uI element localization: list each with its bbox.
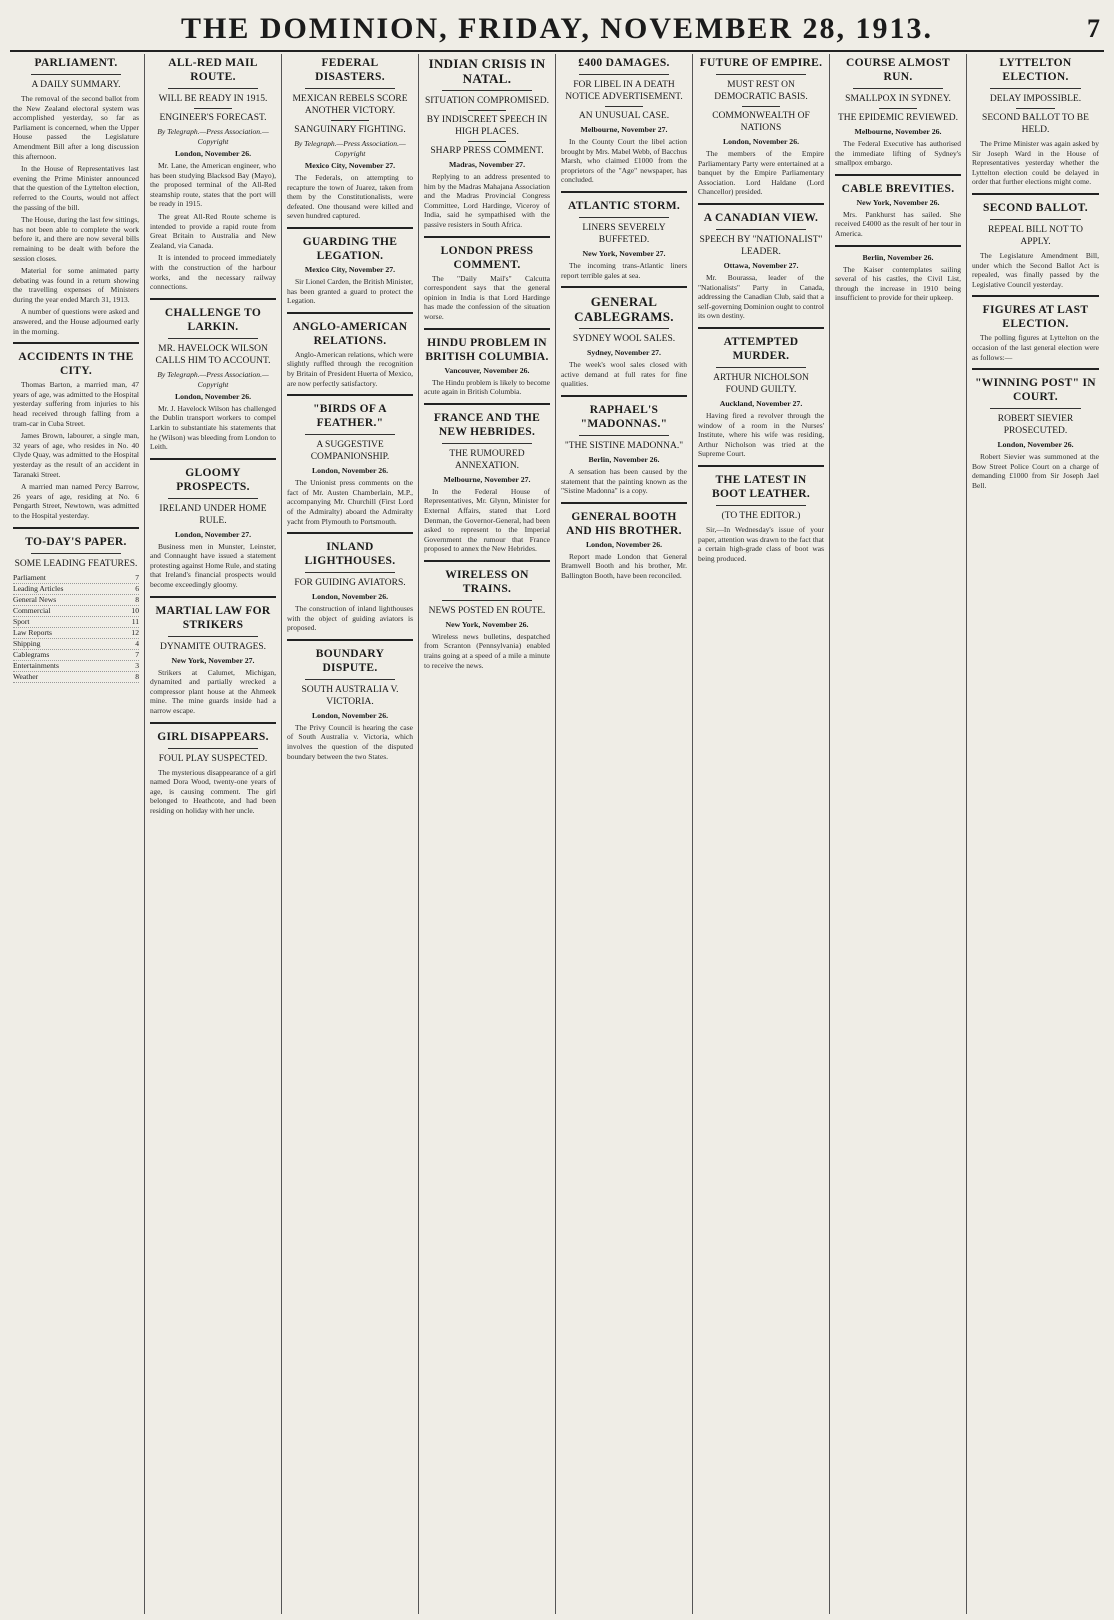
article-headline: FUTURE OF EMPIRE. [699,57,823,69]
deck-rule [716,367,806,368]
deck-rule [194,108,232,109]
contents-page: 10 [131,605,139,615]
article-subheadline: LINERS SEVERELY BUFFETED. [582,222,666,245]
article-separator [287,394,413,396]
article-headline: INLAND LIGHTHOUSES. [304,541,396,568]
contents-list [13,573,139,683]
article-subheadline: SYDNEY WOOL SALES. [572,334,676,345]
contents-page: 6 [135,583,139,593]
article-headline: ANGLO-AMERICAN RELATIONS. [292,320,408,347]
article-paragraph: The "Daily Mail's" Calcutta correspondent says that the general opinion in India is that Lord Hardinge has made the confession of the situation worse. [424,273,550,321]
article-paragraph: A sensation has been caused by the statement that the painting known as the "Sistine Madonna" is a copy. [561,466,687,496]
article-separator [972,193,1099,195]
article-separator [150,722,276,724]
article-headline: HINDU PROBLEM IN BRITISH COLUMBIA. [425,336,549,363]
article [835,174,961,239]
deck-rule [990,408,1081,409]
deck-rule [168,338,258,339]
contents-page: 7 [135,572,139,582]
article-dateline: Ottawa, November 27. [723,260,799,270]
article [287,56,413,221]
newspaper-title: THE DOMINION, FRIDAY, NOVEMBER 28, 1913. [180,12,933,45]
article-paragraph: Sir Lionel Carden, the British Minister, has been granted a guard to protect the Legation. [287,276,413,306]
article-separator [287,532,413,534]
contents-row [13,584,139,595]
article-subheadline: DELAY IMPOSSIBLE. [989,94,1082,104]
article-separator [150,458,276,460]
article [972,295,1099,362]
article-subheadline: SPEECH BY "NATIONALIST" LEADER. [699,234,823,257]
contents-row [13,650,139,661]
article-paragraph: The members of the Empire Parliamentary Party were entertained at a banquet by the Empire Parliamentary Association. Lord Haldane (Lord Chancellor) presided. [698,149,824,197]
article-headline: LYTTELTON ELECTION. [999,57,1072,83]
article-dateline: New York, November 26. [445,619,529,629]
article-dateline: Mexico City, November 27. [304,264,396,274]
article-headline: MARTIAL LAW FOR STRIKERS [155,604,271,631]
article-subheadline: THE RUMOURED ANNEXATION. [449,448,525,471]
contents-row [13,628,139,639]
deck-rule [879,108,917,109]
article-dateline: Auckland, November 27. [719,398,803,408]
article-byline: By Telegraph.—Press Association.—Copyright [157,369,269,389]
contents-page: 11 [131,616,139,626]
article-paragraph: Thomas Barton, a married man, 47 years of age, was admitted to the Hospital yesterday suffering from injuries to his head received through falling from a tram-car in Cuba Street. [13,380,139,428]
deck-rule [305,88,395,89]
article [13,56,139,336]
contents-page: 8 [135,671,139,681]
article-subheadline: SMALLPOX IN SYDNEY. [845,94,951,104]
deck-rule [331,120,369,121]
article [835,245,961,303]
article [424,328,550,397]
article [287,639,413,761]
deck-rule [853,88,943,89]
article-dateline: London, November 26. [997,440,1074,450]
contents-row [13,639,139,650]
contents-item: Weather [13,671,39,681]
article [972,56,1099,187]
article [972,368,1099,490]
column-2 [145,54,282,1614]
article-paragraph: The Privy Council is hearing the case of South Australia v. Victoria, which involves the question of the disputed boundary between the two States. [287,722,413,761]
contents-item: Parliament [13,572,46,582]
masthead [10,6,1104,52]
article [287,312,413,388]
article [13,527,139,570]
article-paragraph: Sir,—In Wednesday's issue of your paper, attention was drawn to the fact that a certain high-grade class of boot was being produced. [698,524,824,563]
article-headline: INDIAN CRISIS IN NATAL. [428,56,546,86]
columns-container [8,54,1106,1614]
article-dateline: London, November 26. [311,466,389,476]
article-subheadline: ARTHUR NICHOLSON FOUND GUILTY. [713,372,809,395]
deck-rule [305,434,395,435]
article-dateline: Melbourne, November 26. [854,127,942,136]
article-headline: FIGURES AT LAST ELECTION. [982,304,1089,331]
article [561,191,687,280]
article-subheadline: ROBERT SIEVIER PROSECUTED. [997,414,1074,437]
article-paragraph: The polling figures at Lyttelton on the occasion of the last general election were as follows:— [972,333,1099,362]
article-paragraph: The Kaiser contemplates sailing several of his castles, the Civil List, through the increase in 1910 being insufficient to provide for their upkeep. [835,264,961,303]
article-separator [287,227,413,229]
article [424,236,550,322]
article-headline: FEDERAL DISASTERS. [315,57,385,83]
deck-rule [442,600,532,601]
article-separator [150,298,276,300]
article-paragraph: In the Federal House of Representatives, Mr. Glynn, Minister for External Affairs, stated that Lord Denman, the Governor-General, had been asked to represent to the Imperial Government the rumour that France proposed to annex the New Hebrides. [424,486,550,554]
article-dateline: London, November 26. [174,149,252,158]
article-separator [287,639,413,641]
article-dateline: Mexico City, November 27. [304,161,396,170]
column-3 [282,54,419,1614]
article-dateline: London, November 26. [311,710,389,720]
article-paragraph: The mysterious disappearance of a girl named Dora Wood, twenty-one years of age, is causing comment. The girl belonged to Heathcote, and had been residing on holiday with her uncle. [150,767,276,815]
article-headline: LONDON PRESS COMMENT. [440,244,534,271]
article [150,596,276,716]
contents-page: 4 [135,638,139,648]
article-headline: GIRL DISAPPEARS. [157,730,269,743]
contents-row [13,617,139,628]
deck-rule [168,636,258,637]
article-dateline: Berlin, November 26. [588,454,660,464]
article-separator [150,596,276,598]
column-5 [556,54,693,1614]
contents-item: Shipping [13,638,41,648]
article-separator [972,295,1099,297]
article [424,403,550,554]
contents-item: Commercial [13,605,51,615]
article-dateline: Berlin, November 26. [862,252,934,262]
article-subheadline: SHARP PRESS COMMENT. [430,146,544,156]
article-subheadline: BY INDISCREET SPEECH IN HIGH PLACES. [426,115,548,137]
article [698,465,824,563]
deck-rule [990,88,1081,89]
article-dateline: Madras, November 27. [448,160,526,169]
column-1 [8,54,145,1614]
article-separator [561,191,687,193]
article [424,560,550,670]
article-subheadline: AN UNUSUAL CASE. [578,111,670,121]
article-headline: "WINNING POST" IN COURT. [975,377,1096,404]
article-headline: CHALLENGE TO LARKIN. [164,306,262,333]
article-headline: FRANCE AND THE NEW HEBRIDES. [433,411,541,438]
article-subheadline: A DAILY SUMMARY. [31,80,121,90]
contents-row [13,606,139,617]
article-headline: GLOOMY PROSPECTS. [176,466,250,493]
article-paragraph: The great All-Red Route scheme is intended to provide a rapid route from Great Britain to Australia and New Zealand, via Canada. [150,211,276,250]
article-separator [561,502,687,504]
deck-rule [305,572,395,573]
article [287,532,413,633]
article-headline: COURSE ALMOST RUN. [846,57,950,83]
deck-rule [579,74,669,75]
article-separator [287,312,413,314]
article [150,458,276,590]
contents-row [13,573,139,584]
article [835,56,961,168]
article [698,203,824,321]
deck-rule [168,748,258,749]
article-byline: By Telegraph.—Press Association.—Copyright [157,127,269,146]
article-paragraph: A number of questions were asked and answered, and the House adjourned early in the morning. [13,307,139,336]
article-dateline: London, November 26. [311,592,389,602]
page-number: 7 [1087,14,1100,43]
article-subheadline: MUST REST ON DEMOCRATIC BASIS. [714,80,808,102]
article-paragraph: Report made London that General Bramwell Booth and his brother, Mr. Ballington Booth, have been reconciled. [561,551,687,580]
article-separator [561,395,687,397]
contents-item: Entertainments [13,660,59,670]
contents-page: 12 [131,627,139,637]
article-headline: GENERAL CABLEGRAMS. [574,294,674,325]
article-subheadline: WILL BE READY IN 1915. [158,94,268,104]
article-dateline: London, November 26. [174,391,252,401]
article-subheadline: ENGINEER'S FORECAST. [159,113,267,123]
article-paragraph: The House, during the last few sittings, has not been able to complete the work before it, and there are now several bills remaining to be dealt with before the session closes. [13,215,139,263]
deck-rule [442,90,532,91]
deck-rule [468,110,506,111]
article-headline: ALL-RED MAIL ROUTE. [168,57,258,83]
article [150,722,276,816]
column-8 [967,54,1104,1614]
article-separator [424,236,550,238]
article-subheadline: IRELAND UNDER HOME RULE. [159,503,267,526]
article-paragraph: Mr. J. Havelock Wilson has challenged the Dublin transport workers to compel Larkin to substantiate his statements that he (Wilson) was bleeding from London to Leith. [150,403,276,452]
article-headline: TO-DAY'S PAPER. [25,535,127,548]
article-separator [13,342,139,344]
article-headline: ATTEMPTED MURDER. [723,335,799,362]
contents-row [13,672,139,683]
article-paragraph: The Unionist press comments on the fact of Mr. Austen Chamberlain, M.P., accompanying Mr. Churchill (First Lord of the Admiralty) aboard the Admiralty yacht from Plymouth to Portsmouth. [287,478,413,526]
deck-rule [31,553,121,554]
article-paragraph: Business men in Munster, Leinster, and Connaught have issued a statement protesting against Home Rule, and stating that Ireland's financial prospects would become exceedingly gloomy. [150,541,276,590]
article [972,193,1099,289]
article-separator [698,203,824,205]
article-headline: RAPHAEL'S "MADONNAS." [580,403,668,430]
article-subheadline: FOR LIBEL IN A DEATH NOTICE ADVERTISEMENT. [565,80,683,102]
article-paragraph: Having fired a revolver through the window of a room in the Nurses' Institute, where his wife was residing, Arthur Nicholson was tried at the Supreme Court. [698,410,824,459]
article-paragraph: The Federals, on attempting to recapture the town of Juarez, taken from them by the Constitutionalists, were defeated. One thousand were killed and seven hundred captured. [287,173,413,221]
article-paragraph: The week's wool sales closed with active demand at full rates for fine qualities. [561,360,687,389]
article [150,298,276,452]
article-separator [424,403,550,405]
article-separator [561,286,687,288]
article-dateline: London, November 26. [722,137,800,146]
article-paragraph: Replying to an address presented to him by the Madras Mahajana Association and the Madras Provincial Congress Committee, Lord Hardinge, Viceroy of India, said he sympathised with the passive resisters in South Africa. [424,172,550,229]
article [561,56,687,185]
deck-rule [579,328,669,329]
article [698,327,824,459]
deck-rule [579,435,669,436]
article-headline: SECOND BALLOT. [983,201,1088,214]
deck-rule [990,219,1081,220]
column-6 [693,54,830,1614]
contents-item: General News [13,594,57,604]
article-subheadline: SECOND BALLOT TO BE HELD. [982,113,1089,135]
article-subheadline: COMMONWEALTH OF NATIONS [712,111,810,133]
deck-rule [716,229,806,230]
article-paragraph: In the County Court the libel action brought by Mrs. Mabel Webb, of Bacchus Marsh, who claimed £1000 from the proprietors of the "Age" newspaper, has concluded. [561,137,687,185]
article-paragraph: Material for some animated party debating was found in a return showing the travelling expenses of Ministers during the year ended March 31, 1913. [13,266,139,304]
article-separator [424,328,550,330]
article-paragraph: Anglo-American relations, which were slightly ruffled through the recognition by Britain of President Huerta of Mexico, are now perfectly satisfactory. [287,349,413,388]
deck-rule [305,679,395,680]
contents-item: Leading Articles [13,583,64,593]
contents-page: 8 [135,594,139,604]
article [150,56,276,292]
article-headline: "BIRDS OF A FEATHER." [313,403,387,430]
article-dateline: Melbourne, November 27. [443,474,531,484]
article-paragraph: Wireless news bulletins, despatched from Scranton (Pennsylvania) enabled trains going at a speed of a mile a minute to receive the news. [424,631,550,670]
article [287,394,413,526]
article-subheadline: FOUL PLAY SUSPECTED. [158,753,268,764]
article-subheadline: SOME LEADING FEATURES. [14,558,138,569]
article-subheadline: NEWS POSTED EN ROUTE. [428,605,546,616]
article-separator [835,174,961,176]
article-dateline: London, November 26. [585,539,663,549]
article-separator [13,527,139,529]
article-paragraph: James Brown, labourer, a single man, 32 years of age, who resides in No. 40 Clyde Quay, was admitted to the Hospital yesterday as the result of an accident in Taranaki Street. [13,431,139,479]
article-headline: GUARDING THE LEGATION. [302,235,398,262]
article-paragraph: The Prime Minister was again asked by Sir Joseph Ward in the House of Representatives yesterday whether the Lyttelton election could be delayed in order that further elections might come. [972,139,1099,187]
article-headline: BOUNDARY DISPUTE. [315,647,385,674]
deck-rule [31,74,121,75]
deck-rule [442,443,532,444]
contents-item: Law Reports [13,627,53,637]
article-paragraph: The construction of inland lighthouses with the object of guiding aviators is proposed. [287,604,413,633]
article-subheadline: (TO THE EDITOR.) [721,510,801,521]
article-dateline: Vancouver, November 26. [444,365,530,375]
article-dateline: London, November 27. [174,529,252,539]
article-dateline: New York, November 26. [856,197,940,207]
article-paragraph: Mrs. Pankhurst has sailed. She received £4000 as the result of her tour in America. [835,209,961,238]
article-headline: CABLE BREVITIES. [841,182,955,195]
article [561,395,687,496]
article-paragraph: The Federal Executive has authorised the immediate lifting of Sydney's smallpox embargo. [835,139,961,168]
article-dateline: New York, November 27. [171,655,255,665]
article-paragraph: The Hindu problem is likely to become acute again in British Columbia. [424,377,550,397]
article-subheadline: SITUATION COMPROMISED. [424,96,550,106]
deck-rule [579,217,669,218]
article-separator [424,560,550,562]
deck-rule [716,505,806,506]
article-subheadline: "THE SISTINE MADONNA." [564,440,684,451]
article-dateline: Melbourne, November 27. [580,125,668,134]
article-headline: GENERAL BOOTH AND HIS BROTHER. [566,510,682,537]
article-separator [698,327,824,329]
article-headline: ACCIDENTS IN THE CITY. [18,351,134,378]
article-headline: ATLANTIC STORM. [567,199,681,212]
article-paragraph: The incoming trans-Atlantic liners report terrible gales at sea. [561,260,687,280]
article-paragraph: Mr. Lane, the American engineer, who has been studying Blacksod Bay (Mayo), the proposed terminal of the All-Red steamship route, states that the port will be ready in 1915. [150,161,276,209]
article-subheadline: MR. HAVELOCK WILSON CALLS HIM TO ACCOUNT. [155,343,271,366]
contents-item: Cablegrams [13,649,50,659]
article-dateline: Sydney, November 27. [587,348,661,358]
article-headline: PARLIAMENT. [34,57,118,69]
column-7 [830,54,967,1614]
contents-row [13,661,139,672]
contents-item: Sport [13,616,30,626]
article-paragraph: In the House of Representatives last evening the Prime Minister announced that the question of the Lyttelton election, referred to the Courts, would not affect the passing of the bill. [13,164,139,212]
article-paragraph: It is intended to proceed immediately with the construction of the harbour works, and the necessary railway connections. [150,253,276,292]
article-subheadline: THE EPIDEMIC REVIEWED. [837,113,959,123]
article-subheadline: DYNAMITE OUTRAGES. [159,641,267,652]
article-paragraph: Mr. Bourassa, leader of the "Nationalists" Party in Canada, addressing the Canadian Club, said that a self-governing Dominion ought to control its own destiny. [698,272,824,321]
article-headline: WIRELESS ON TRAINS. [445,568,529,595]
article-headline: THE LATEST IN BOOT LEATHER. [711,473,811,500]
article-paragraph: The Legislature Amendment Bill, under which the Second Ballot Act is repealed, was finally passed by the Legislative Council yesterday. [972,250,1099,289]
contents-page: 3 [135,660,139,670]
deck-rule [168,88,258,89]
article [13,342,139,520]
article [561,502,687,581]
deck-rule [716,74,806,75]
article-byline: By Telegraph.—Press Association.—Copyright [294,139,406,158]
deck-rule [468,141,506,142]
deck-rule [605,106,643,107]
article [424,56,550,230]
contents-row [13,595,139,606]
article-paragraph: A married man named Percy Barrow, 26 years of age, residing at No. 6 Pengarth Street, Newtown, was admitted to the Hospital yesterday. [13,482,139,520]
deck-rule [1016,108,1055,109]
article-subheadline: SOUTH AUSTRALIA V. VICTORIA. [301,684,399,707]
article-subheadline: A SUGGESTIVE COMPANIONSHIP. [310,440,390,463]
deck-rule [168,498,258,499]
article-separator [698,465,824,467]
article-separator [972,368,1099,370]
article-dateline: New York, November 27. [582,248,666,258]
article [287,227,413,306]
article [561,286,687,389]
article-paragraph: Robert Sievier was summoned at the Bow Street Police Court on a charge of demanding £1000 from Sir Joseph Jael Bell. [972,452,1099,490]
column-4 [419,54,556,1614]
article-headline: A CANADIAN VIEW. [703,211,819,224]
article [698,56,824,197]
article-headline: £400 DAMAGES. [578,57,670,69]
article-subheadline: FOR GUIDING AVIATORS. [294,578,406,589]
article-subheadline: MEXICAN REBELS SCORE ANOTHER VICTORY. [292,94,408,116]
article-separator [835,245,961,247]
article-subheadline: REPEAL BILL NOT TO APPLY. [987,224,1084,247]
contents-page: 7 [135,649,139,659]
article-subheadline: SANGUINARY FIGHTING. [294,125,406,135]
article-paragraph: Strikers at Calumet, Michigan, dynamited and partially wrecked a compressor plant house at the Ahmeek mine. The mine guards inside had a narrow escape. [150,667,276,716]
deck-rule [742,106,780,107]
article-paragraph: The removal of the second ballot from the New Zealand electoral system was accomplished yesterday, so far as Parliament is concerned, when the Upper House passed the Legislature Amendment Bill after a long discussion this afternoon. [13,94,139,161]
